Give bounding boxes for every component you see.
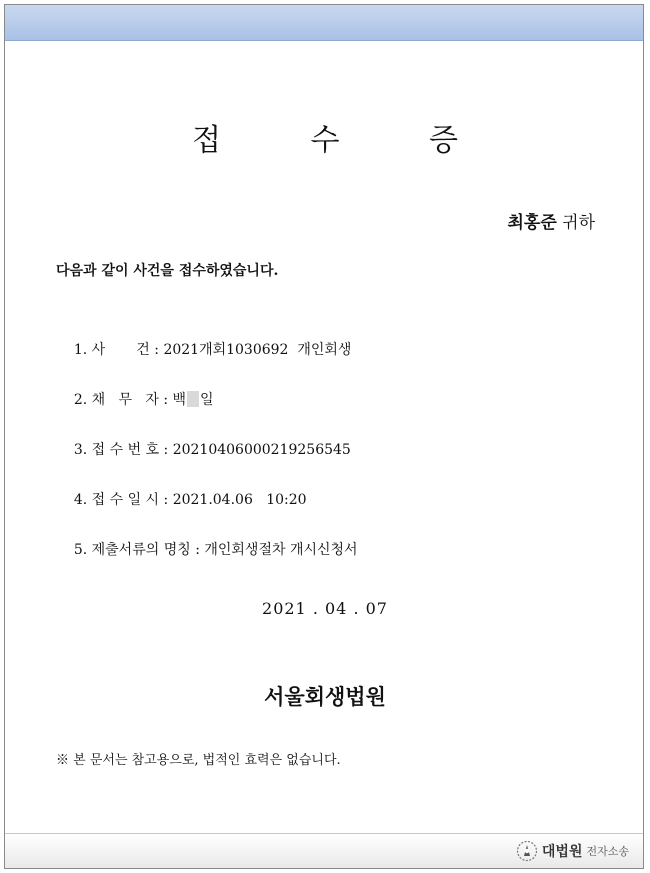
- intro-text: 다음과 같이 사건을 접수하였습니다.: [56, 263, 279, 279]
- item-value: 개인회생절차 개시신청서: [204, 542, 358, 558]
- item-value-part: 일: [200, 392, 214, 408]
- item-value: 2021.04.06 10:20: [172, 492, 307, 508]
- logo-name: 대법원: [541, 844, 583, 860]
- item-label: 1. 사 건 :: [73, 342, 164, 358]
- item-value: 2021개회1030692 개인회생: [163, 342, 352, 358]
- document-frame: [4, 4, 644, 869]
- court-name: 서울회생법원: [264, 684, 386, 709]
- item-document-name: [56, 523, 358, 575]
- recipient-suffix: 귀하: [556, 213, 595, 233]
- document-title: 접 수 증: [191, 123, 498, 158]
- item-debtor: [56, 373, 214, 425]
- footer-logo: [516, 840, 629, 862]
- item-label: 3. 접 수 번 호 :: [73, 442, 173, 458]
- item-value: 20210406000219256545: [172, 442, 351, 458]
- item-label: 5. 제출서류의 명칭 :: [73, 542, 205, 558]
- recipient: [507, 208, 595, 233]
- item-label: 4. 접 수 일 시 :: [73, 492, 173, 508]
- item-case: [56, 323, 351, 375]
- logo-subtitle: 전자소송: [586, 845, 629, 858]
- item-receipt-number: [56, 423, 351, 475]
- court-emblem-icon: [516, 840, 538, 862]
- bottom-bar: [5, 833, 643, 868]
- issue-date: 2021 . 04 . 07: [262, 599, 388, 618]
- disclaimer-note: ※ 본 문서는 참고용으로, 법적인 효력은 없습니다.: [56, 753, 341, 768]
- recipient-name: 최홍준: [507, 213, 557, 233]
- top-bar: [5, 5, 643, 41]
- redaction-block: [187, 391, 199, 407]
- item-label: 2. 채 무 자 :: [73, 392, 173, 408]
- item-receipt-datetime: [56, 473, 307, 525]
- item-value-part: 백: [172, 392, 187, 408]
